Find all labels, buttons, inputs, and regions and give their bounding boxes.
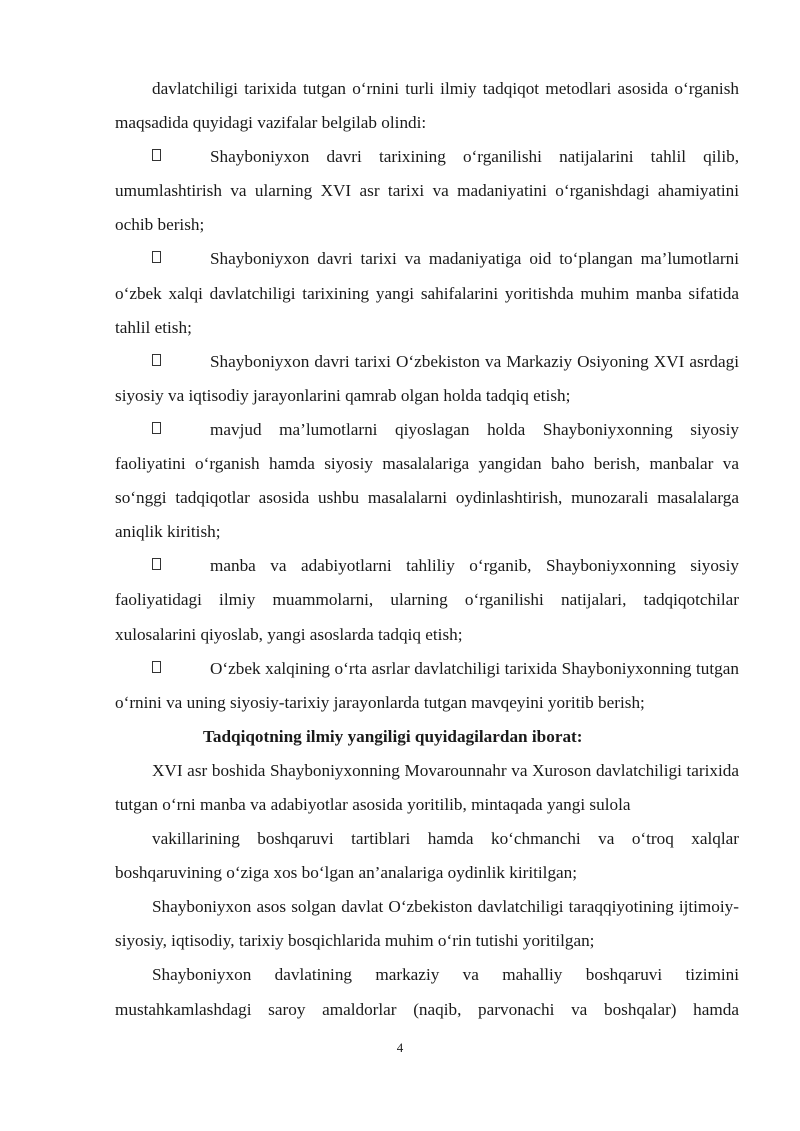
bullet-icon <box>152 242 210 276</box>
intro-paragraph: davlatchiligi tarixida tutgan o‘rnini turli ilmiy tadqiqot metodlari asosida o‘rganish maqsadida quyidagi vazifalar belgilab olindi: <box>115 79 739 133</box>
task-item: Shayboniyxon davri tarixining o‘rganilishi natijalarini tahlil qilib, umumlashtirish va ularning XVI asr tarixi va madaniyatini o‘rganishdagi ahamiyatini ochib berish; <box>115 140 739 242</box>
bullet-icon <box>152 413 210 447</box>
novelty-paragraph: Shayboniyxon davlatining markaziy va mahalliy boshqaruvi tizimini mustahkamlashdagi saroy amaldorlar (naqib, parvonachi va boshqalar) hamda <box>115 965 739 1019</box>
task-item: Shayboniyxon davri tarixi O‘zbekiston va Markaziy Osiyoning XVI asrdagi siyosiy va iqtisodiy jarayonlarini qamrab olgan holda tadqiq etish; <box>115 345 739 413</box>
bullet-icon <box>152 652 210 686</box>
task-item: Shayboniyxon davri tarixi va madaniyatiga oid to‘plangan ma’lumotlarni o‘zbek xalqi davlatchiligi tarixining yangi sahifalarini yoritishda muhim manba sifatida tahlil etish; <box>115 242 739 344</box>
novelty-paragraph: XVI asr boshida Shayboniyxonning Movarounnahr va Xuroson davlatchiligi tarixida tutgan o‘rni manba va adabiyotlar asosida yoritilib, mintaqada yangi sulola <box>115 760 739 814</box>
bullet-icon <box>152 345 210 379</box>
bullet-icon <box>152 549 210 583</box>
novelty-paragraph: Shayboniyxon asos solgan davlat O‘zbekiston davlatchiligi taraqqiyotining ijtimoiy-siyosiy, iqtisodiy, tarixiy bosqichlarida muhim o‘rin tutishi yoritilgan; <box>115 897 739 951</box>
task-item: mavjud ma’lumotlarni qiyoslagan holda Shayboniyxonning siyosiy faoliyatini o‘rganish hamda siyosiy masalalariga yangidan baho berish, manbalar va so‘nggi tadqiqotlar asosida ushbu masalalarni oydinlashtirish, munozarali masalalarga aniqlik kiritish; <box>115 413 739 549</box>
page-number: 4 <box>396 1040 404 1055</box>
task-item: O‘zbek xalqining o‘rta asrlar davlatchiligi tarixida Shayboniyxonning tutgan o‘rnini va uning siyosiy-tarixiy jarayonlarda tutgan mavqeyini yoritib berish; <box>115 652 739 720</box>
task-item: manba va adabiyotlarni tahliliy o‘rganib, Shayboniyxonning siyosiy faoliyatidagi ilmiy muammolarni, ularning o‘rganilishi natijalari, tadqiqotchilar xulosalarini qiyoslab, yangi asoslarda tadqiq etish; <box>115 549 739 651</box>
document-page <box>115 72 739 1027</box>
bullet-icon <box>152 140 210 174</box>
novelty-paragraph: vakillarining boshqaruvi tartiblari hamda ko‘chmanchi va o‘troq xalqlar boshqaruvining o‘ziga xos bo‘lgan an’analariga oydinlik kiritilgan; <box>115 829 739 883</box>
section-heading: Tadqiqotning ilmiy yangiligi quyidagilardan iborat: <box>203 726 583 746</box>
